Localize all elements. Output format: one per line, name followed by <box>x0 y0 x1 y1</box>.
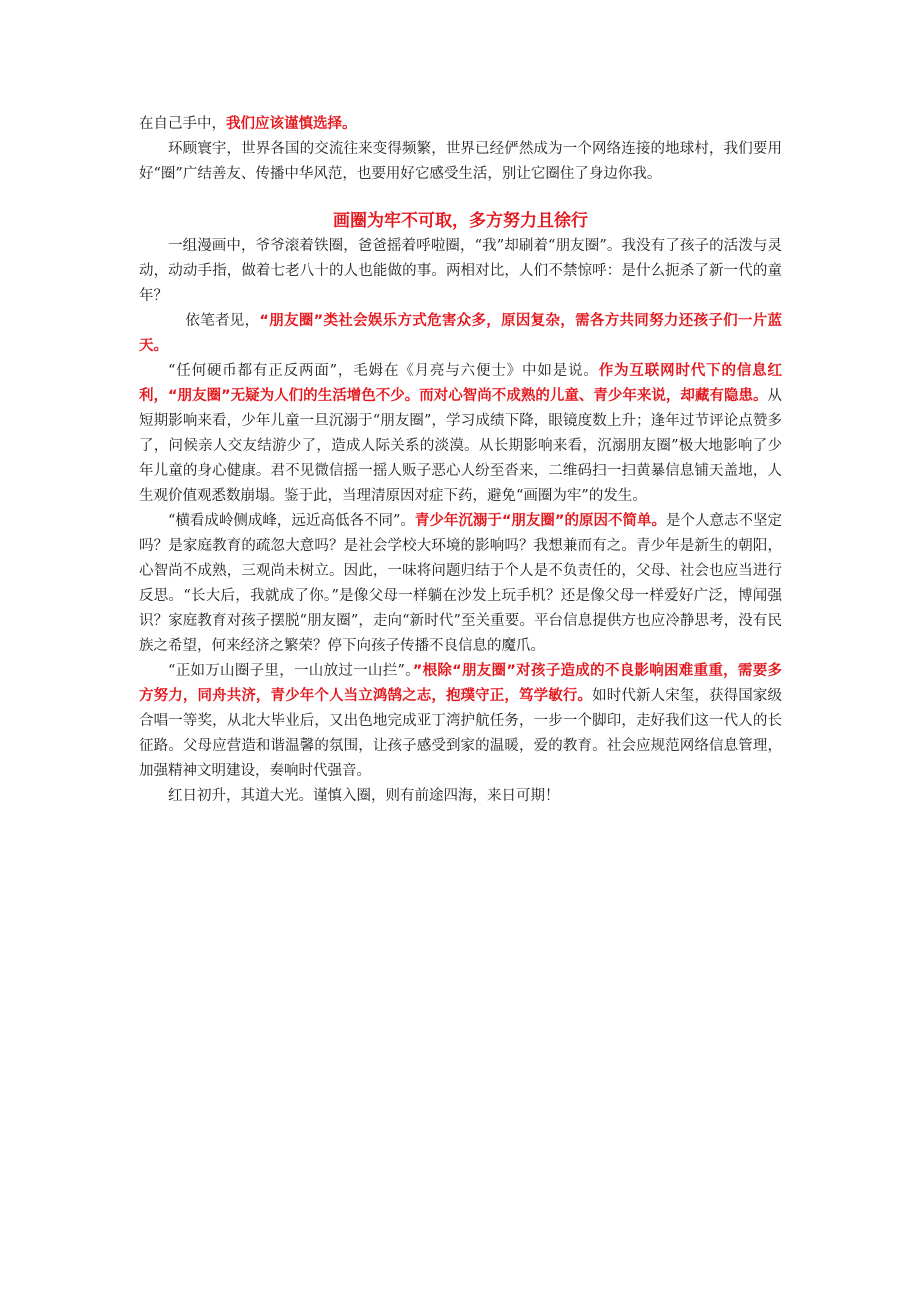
text-run: 一组漫画中，爷爷滚着铁圈，爸爸摇着呼啦圈，“我”却刷着“朋友圈”。我没有了孩子的活泼与灵动，动动手指，做着七老八十的人也能做的事。两相对比，人们不禁惊呼：是什么扼杀了新一代的童年？ <box>139 238 782 304</box>
paragraph-6 <box>139 509 782 659</box>
text-run: “任何硬币都有正反两面”，毛姆在《月亮与六便士》中如是说。 <box>168 363 599 379</box>
paragraph-2 <box>139 137 782 187</box>
text-run: 红日初升，其道大光。谨慎入圈，则有前途四海，来日可期！ <box>168 788 560 804</box>
paragraph-5 <box>139 359 782 509</box>
highlight-run: 作为互联网时代下的信息红利，“朋友圈”无疑为人们的生活增色不少。而对心智尚不成熟的儿童、青少年来说，却藏有隐患。 <box>139 363 783 404</box>
text-run: “正如万山圈子里，一山放过一山拦”。 <box>168 663 413 679</box>
text-run: 是个人意志不坚定吗？是家庭教育的疏忽大意吗？是社会学校大环境的影响吗？我想兼而有之。青少年是新生的朝阳，心智尚不成熟，三观尚未树立。因此，一味将问题归结于个人是不负责任的，父母、社会也应当进行反思。“长大后，我就成了你。”是像父母一样躺在沙发上玩手机？还是像父母一样爱好广泛，博闻强识？家庭教育对孩子摆脱“朋友圈”，走向“新时代”至关重要。平台信息提供方也应冷静思考，没有民族之希望，何来经济之繁荣？停下向孩子传播不良信息的魔爪。 <box>139 513 783 654</box>
paragraph-3 <box>139 234 782 309</box>
paragraph-7 <box>139 659 782 784</box>
text-run: 环顾寰宇，世界各国的交流往来变得频繁，世界已经俨然成为一个网络连接的地球村，我们要用好“圈”广结善友、传播中华风范，也要用好它感受生活，别让它圈住了身边你我。 <box>139 141 782 182</box>
text-run: “横看成岭侧成峰，远近高低各不同”。 <box>168 513 415 529</box>
text-run: 如时代新人宋玺，获得国家级合唱一等奖，从北大毕业后，又出色地完成亚丁湾护航任务，一步一个脚印，走好我们这一代人的长征路。父母应营造和谐温馨的氛围，让孩子感受到家的温暖，爱的教育。社会应规范网络信息管理，加强精神文明建设，奏响时代强音。 <box>139 688 783 779</box>
paragraph-8 <box>139 784 782 809</box>
text-run: 从短期影响来看，少年儿童一旦沉溺于“朋友圈”，学习成绩下降，眼镜度数上升；逢年过节评论点赞多了，问候亲人交友结游少了，造成人际关系的淡漠。从长期影响来看，沉溺朋友圈”极大地影响了少年儿童的身心健康。君不见微信摇一摇人贩子恶心人纷至沓来，二维码扫一扫黄暴信息铺天盖地，人生观价值观悉数崩塌。鉴于此，当理清原因对症下药，避免“画圈为牢”的发生。 <box>139 388 782 504</box>
paragraph-4 <box>139 309 782 359</box>
document-page <box>139 112 782 809</box>
highlight-run: 青少年沉溺于“朋友圈”的原因不简单。 <box>414 513 666 529</box>
highlight-run: “朋友圈”类社会娱乐方式危害众多，原因复杂，需各方共同努力还孩子们一片蓝天。 <box>139 313 783 354</box>
text-run: 在自己手中， <box>139 116 226 132</box>
highlight-run: 我们应该谨慎选择。 <box>226 116 357 132</box>
highlight-run: ”根除“朋友圈”对孩子造成的不良影响困难重重，需要多方努力，同舟共济，青少年个人当立鸿鹄之志，抱璞守正，笃学敏行。 <box>139 663 783 704</box>
paragraph-1 <box>139 112 782 137</box>
section-title: 画圈为牢不可取，多方努力且徐行 <box>333 211 588 231</box>
text-run: 依笔者见， <box>185 313 260 329</box>
